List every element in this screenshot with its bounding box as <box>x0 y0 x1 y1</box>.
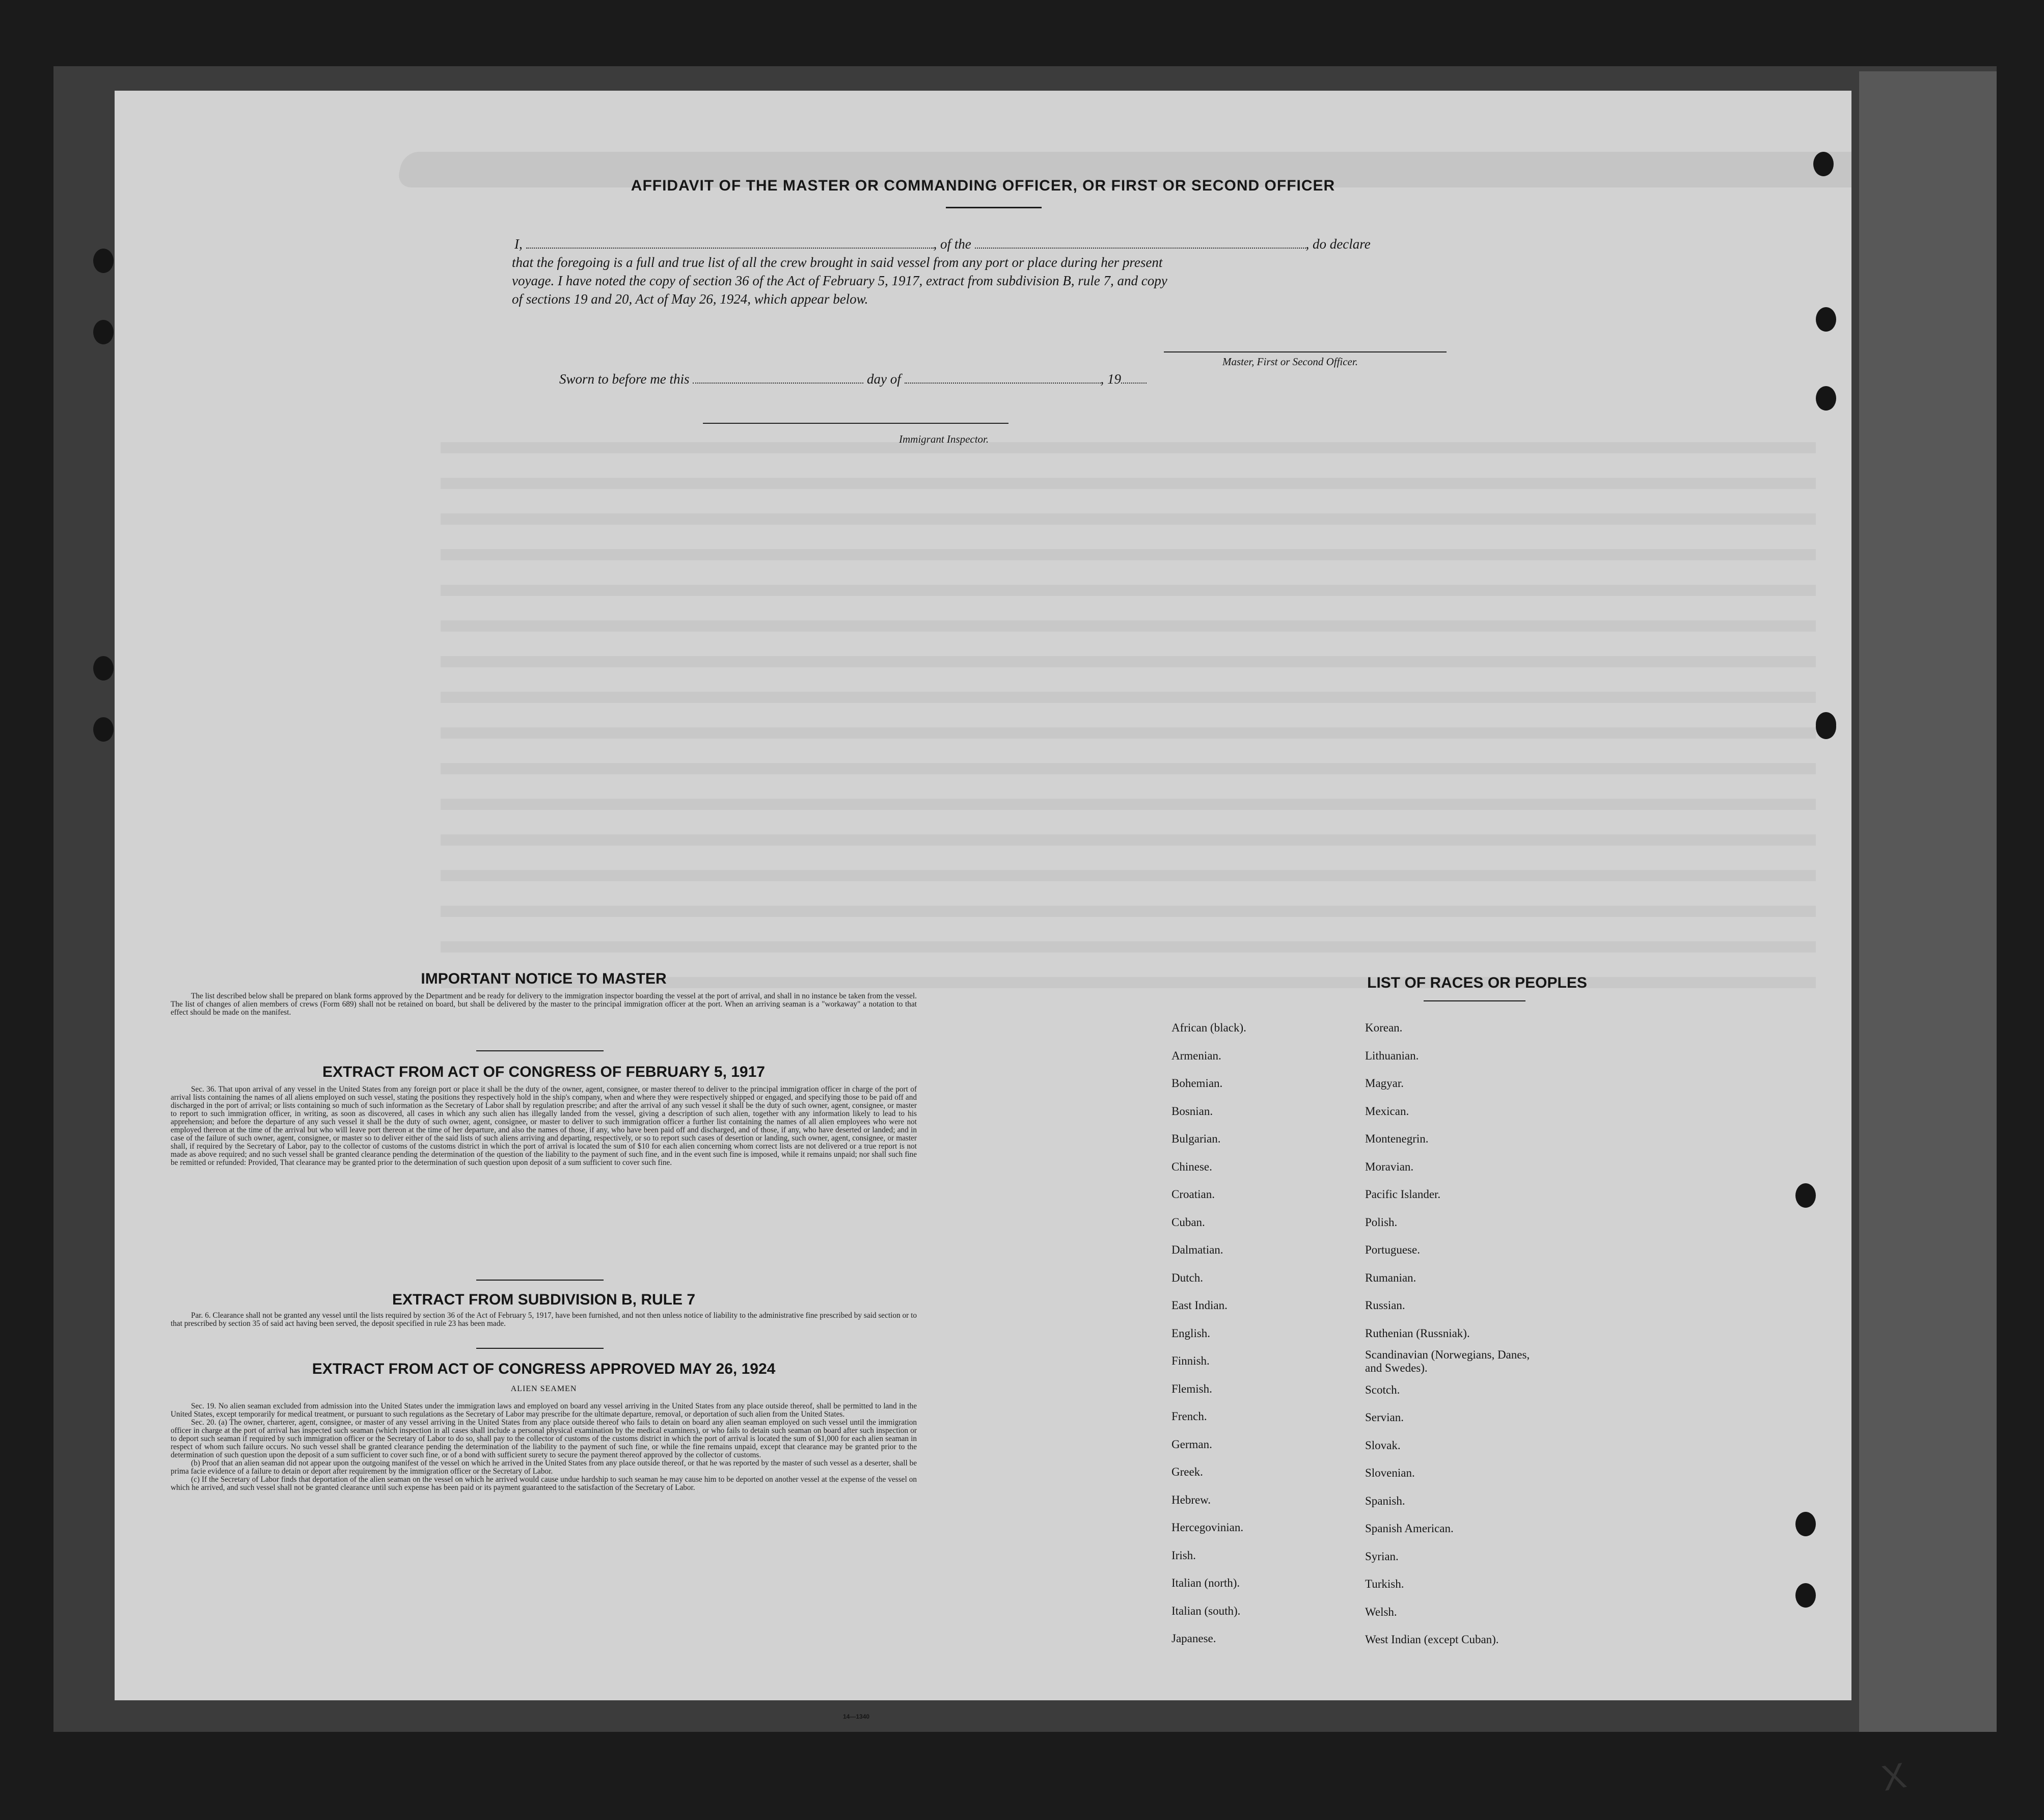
binder-hole <box>1816 386 1836 411</box>
form-number: 14—1340 <box>843 1713 870 1720</box>
inspector-caption: Immigrant Inspector. <box>899 433 989 445</box>
extract-1924-body <box>171 1402 917 1492</box>
race-entry: Spanish American. <box>1365 1522 1454 1535</box>
race-entry: Slovak. <box>1365 1438 1401 1452</box>
affidavit-line-2: that the foregoing is a full and true list of all the crew brought in said vessel from any port or place during her present <box>512 255 1163 270</box>
binder-hole <box>1795 1512 1816 1536</box>
par-6-paragraph: Par. 6. Clearance shall not be granted any vessel until the lists required by section 36 of the Act of February 5, 1917, have been furnished, and not then unless notice of liability to the administrative fine prescribed by said section or to that prescribed by section 35 of said act having been served, the deposit specified in rule 23 has been made. <box>171 1311 917 1328</box>
affidavit-line-3: voyage. I have noted the copy of section 36 of the Act of February 5, 1917, extract from subdivision B, rule 7, and copy <box>512 273 1167 288</box>
master-signature-line[interactable] <box>1164 351 1447 352</box>
affidavit-do-declare: , do declare <box>1305 236 1371 252</box>
race-entry: Bohemian. <box>1171 1077 1223 1090</box>
race-entry: Mexican. <box>1365 1104 1409 1118</box>
alien-seamen-subtitle: ALIEN SEAMEN <box>510 1384 577 1393</box>
binder-hole <box>1816 715 1836 739</box>
section-rule <box>476 1280 604 1281</box>
race-entry: Syrian. <box>1365 1550 1399 1563</box>
document-page <box>115 91 1910 1799</box>
binder-hole <box>1813 152 1834 176</box>
race-entry: Moravian. <box>1365 1160 1414 1173</box>
notice-paragraph: The list described below shall be prepared on blank forms approved by the Department and be ready for delivery to the immigration inspector boarding the vessel at the port of arrival, and shall in no instance be taken from the vessel. The list of changes of alien members of crews (Form 689) shall not be retained on board, but shall be delivered by the master to the principal immigration officer at the port. When an arriving seaman is a "workaway" a notation to that effect should be made on the manifest. <box>171 992 917 1017</box>
race-entry: Dalmatian. <box>1171 1243 1223 1256</box>
race-entry: Croatian. <box>1171 1188 1215 1201</box>
race-entry: Italian (south). <box>1171 1604 1241 1617</box>
race-entry: French. <box>1171 1410 1207 1423</box>
races-rule <box>1424 1000 1525 1001</box>
sec-20b-paragraph: (b) Proof that an alien seaman did not appear upon the outgoing manifest of the vessel on which he arrived in the United States from any place outside thereof, or that he was reported by the master of such vessel as a deserter, shall be prima facie evidence of a failure to detain or deport after requirement by the immigration officer or the Secretary of Labor. <box>171 1459 917 1476</box>
race-entry: Turkish. <box>1365 1578 1404 1590</box>
affidavit-of-the: , of the <box>933 236 971 252</box>
race-entry: Portuguese. <box>1365 1243 1420 1256</box>
back-sheet-edge <box>1859 71 1997 1732</box>
affidavit-declaration-line <box>512 235 1419 253</box>
race-entry: Cuban. <box>1171 1215 1205 1229</box>
master-caption: Master, First or Second Officer. <box>1222 356 1358 368</box>
inspector-signature-line[interactable] <box>703 423 1009 424</box>
race-entry: East Indian. <box>1171 1299 1228 1312</box>
extract-1924-title: EXTRACT FROM ACT OF CONGRESS APPROVED MAY 26, 1924 <box>312 1361 776 1377</box>
affidavit-i: I, <box>514 236 523 252</box>
races-left-column <box>1171 1014 1246 1653</box>
binder-hole <box>1795 1583 1816 1608</box>
title-rule <box>946 207 1042 208</box>
race-entry: Rumanian. <box>1365 1271 1416 1284</box>
sec-19-paragraph: Sec. 19. No alien seaman excluded from admission into the United States under the immigration laws and employed on board any vessel arriving in the United States from any place outside thereof, shall be permitted to land in the United States, except temporarily for medical treatment, or pursuant to such regulations as the Secretary of Labor may prescribe for the ultimate departure, removal, or deportation of such alien from the United States. <box>171 1402 917 1419</box>
sec-20c-paragraph: (c) If the Secretary of Labor finds that deportation of the alien seaman on the vessel on which he arrived would cause undue hardship to such seaman he may cause him to be deported on another vessel at the expense of the vessel on which he arrived, and such vessel shall not be granted clearance until such expense has been paid or its payment guaranteed to the satisfaction of the Secretary of Labor. <box>171 1475 917 1492</box>
binder-hole <box>93 249 114 273</box>
race-entry: Slovenian. <box>1365 1466 1415 1479</box>
race-entry: Bulgarian. <box>1171 1132 1221 1145</box>
binder-hole <box>93 656 114 681</box>
race-entry: Greek. <box>1171 1465 1203 1478</box>
race-entry: Dutch. <box>1171 1271 1203 1284</box>
races-right-column <box>1365 1014 1533 1654</box>
race-entry: Korean. <box>1365 1021 1403 1034</box>
race-entry: English. <box>1171 1326 1211 1340</box>
race-entry: Finnish. <box>1171 1354 1210 1367</box>
race-entry: Spanish. <box>1365 1494 1405 1507</box>
race-entry: Flemish. <box>1171 1382 1212 1395</box>
binder-hole <box>93 320 114 344</box>
year-text: , 19 <box>1100 371 1121 387</box>
race-entry: Hercegovinian. <box>1171 1521 1244 1534</box>
race-entry: Armenian. <box>1171 1049 1221 1062</box>
binder-hole <box>1816 307 1836 332</box>
race-entry: German. <box>1171 1437 1212 1451</box>
race-entry: African (black). <box>1171 1021 1246 1034</box>
notice-body <box>171 992 917 1017</box>
race-entry: Magyar. <box>1365 1077 1404 1090</box>
name-blank[interactable] <box>526 236 934 249</box>
race-entry: Chinese. <box>1171 1160 1212 1173</box>
section-rule <box>476 1348 604 1349</box>
race-entry: Irish. <box>1171 1549 1196 1562</box>
day-blank[interactable] <box>693 371 863 384</box>
race-entry: Pacific Islander. <box>1365 1188 1441 1201</box>
race-entry: Italian (north). <box>1171 1577 1240 1589</box>
race-entry: Bosnian. <box>1171 1104 1213 1118</box>
race-entry: Welsh. <box>1365 1605 1397 1618</box>
races-title: LIST OF RACES OR PEOPLES <box>1367 974 1587 991</box>
extract-1917-body <box>171 1085 917 1167</box>
handwritten-x-mark: X <box>1878 1755 1910 1799</box>
affidavit-title: AFFIDAVIT OF THE MASTER OR COMMANDING OFFICER, OR FIRST OR SECOND OFFICER <box>631 177 1336 194</box>
notice-title: IMPORTANT NOTICE TO MASTER <box>421 970 667 987</box>
race-entry: Hebrew. <box>1171 1493 1211 1506</box>
race-entry: Ruthenian (Russniak). <box>1365 1326 1470 1340</box>
race-entry: Scotch. <box>1365 1383 1400 1396</box>
vessel-blank[interactable] <box>975 236 1306 249</box>
race-entry: West Indian (except Cuban). <box>1365 1633 1499 1646</box>
race-entry: Lithuanian. <box>1365 1049 1419 1062</box>
extract-rule7-title: EXTRACT FROM SUBDIVISION B, RULE 7 <box>392 1291 696 1308</box>
race-entry: Japanese. <box>1171 1632 1216 1645</box>
day-of-text: day of <box>867 371 901 387</box>
affidavit-line-4: of sections 19 and 20, Act of May 26, 1924, which appear below. <box>512 291 868 307</box>
race-entry: Servian. <box>1365 1411 1404 1424</box>
sec-36-paragraph: Sec. 36. That upon arrival of any vessel in the United States from any foreign port or place it shall be the duty of the owner, agent, consignee, or master thereof to deliver to the principal immigration officer in charge of the port of arrival lists containing the names of all aliens employed on such vessel, stating the positions they respectively hold in the ship's company, when and where they were respectively shipped or engaged, and specifying those to be paid off and discharged in the port of arrival; or lists containing so much of such information as the Secretary of Labor shall by regulation prescribe; and after the arrival of any such vessel it shall be the duty of such owner, agent, consignee, or master to report to such immigration officer, in writing, as soon as discovered, all cases in which any such alien has illegally landed from the vessel, giving a description of such alien, together with any information likely to lead to his apprehension; and before the departure of any such vessel it shall be the duty of such owner, agent, consignee, or master to deliver to such immigration officer a further list containing the names of all alien employees who were not employed thereon at the time of the arrival but who will leave port thereon at the time of her departure, and also the names of those, if any, who have been paid off and discharged, and of those, if any, who have deserted or landed; and in case of the failure of such owner, agent, consignee, or master so to deliver either of the said lists of such aliens arriving and departing, respectively, or so to report such cases of desertion or landing, such owner, agent, consignee, or master shall, if required by the Secretary of Labor, pay to the collector of customs of the customs district in which the port of arrival is located the sum of $10 for each alien concerning whom correct lists are not delivered or a true report is not made as above required; and no such vessel shall be granted clearance pending the determination of the question of the liability to the payment of such fine, and in the event such fine is imposed, while it remains unpaid; nor shall such fine be remitted or refunded: Provided, That clearance may be granted prior to the determination of such question upon deposit of a sum sufficient to cover such fine. <box>171 1085 917 1167</box>
month-blank[interactable] <box>905 371 1101 384</box>
year-blank[interactable] <box>1121 371 1147 384</box>
race-entry: Russian. <box>1365 1299 1405 1312</box>
race-entry: Montenegrin. <box>1365 1132 1429 1145</box>
sworn-text: Sworn to before me this <box>559 371 690 387</box>
binder-hole <box>93 717 114 742</box>
extract-1917-title: EXTRACT FROM ACT OF CONGRESS OF FEBRUARY 5, 1917 <box>322 1064 765 1080</box>
sworn-line <box>559 370 1466 388</box>
race-entry: Scandinavian (Norwegians, Danes, and Swedes). <box>1365 1348 1530 1374</box>
section-rule <box>476 1050 604 1051</box>
sec-20a-paragraph: Sec. 20. (a) The owner, charterer, agent, consignee, or master of any vessel arriving in the United States from any place outside thereof who fails to detain on board any alien seaman employed on such vessel until the immigration officer in charge at the port of arrival has inspected such seaman (which inspection in all cases shall include a personal physical examination by the medical examiners), or who fails to detain such seaman on board after such inspection or to deport such seaman if required by such immigration officer or the Secretary of Labor to do so, shall pay to the collector of customs of the customs district in which the port of arrival is located the sum of $1,000 for each alien seaman in respect of whom such failure occurs. No such vessel shall be granted clearance pending the determination of the liability to the payment of such fine, or while the fine remains unpaid, except that clearance may be granted prior to the determination of such question upon the deposit of a sum sufficient to cover such fine, or of a bond with sufficient surety to secure the payment thereof approved by the collector of customs. <box>171 1418 917 1459</box>
binder-hole <box>1795 1183 1816 1208</box>
race-entry: Polish. <box>1365 1215 1398 1229</box>
extract-rule7-body <box>171 1312 917 1328</box>
